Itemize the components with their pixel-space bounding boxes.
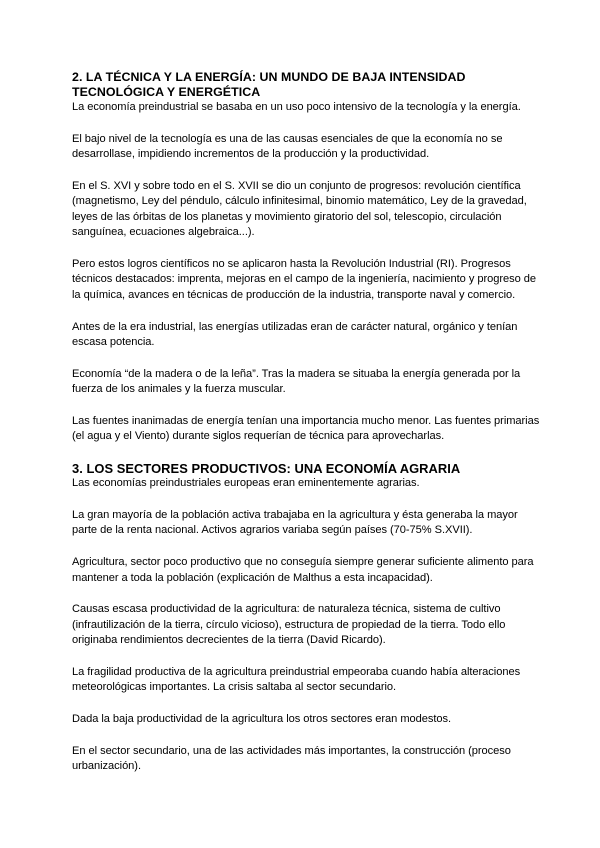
section-2-paragraph: El bajo nivel de la tecnología es una de las causas esenciales de que la economía no se desarrollase, impidiendo incrementos de la producción y la productividad. xyxy=(72,132,503,161)
section-2-paragraph: Economía “de la madera o de la leña”. Tras la madera se situaba la energía generada por la fuerza de los animales y la fuerza muscular. xyxy=(72,367,521,396)
section-3-paragraph: Dada la baja productividad de la agricultura los otros sectores eran modestos. xyxy=(72,713,452,726)
section-2-paragraph: La economía preindustrial se basaba en un uso poco intensivo de la tecnología y la energía. xyxy=(72,101,521,113)
section-3-paragraph: En el sector secundario, una de las actividades más importantes, la construcción (proceso urbanización). xyxy=(72,745,511,773)
section-2-paragraph: Antes de la era industrial, las energías utilizadas eran de carácter natural, orgánico y tenían escasa potencia. xyxy=(72,320,518,349)
section-2-paragraph: Pero estos logros científicos no se aplicaron hasta la Revolución Industrial (RI). Progresos técnicos destacados: imprenta, mejoras en el campo de la ingeniería, nacimiento y progreso de la química, avances en técnicas de producción de la industria, transporte naval y comercio. xyxy=(72,258,537,301)
section-2-paragraph: Las fuentes inanimadas de energía tenían una importancia mucho menor. Las fuentes primarias (el agua y el Viento) durante siglos requerían de técnica para aprovecharlas. xyxy=(72,415,540,443)
section-3-paragraph: Causas escasa productividad de la agricultura: de naturaleza técnica, sistema de cultivo (infrautilización de la tierra, círculo vicioso), estructura de propiedad de la tierra. Todo ello originaba rendimientos decrecientes de la tierra (David Ricardo). xyxy=(72,603,506,647)
section-2-paragraph: En el S. XVI y sobre todo en el S. XVII se dio un conjunto de progresos: revolución científica (magnetismo, Ley del péndulo, cálculo infinitesimal, binomio matemático, Ley de la gravedad, leyes de las órbitas de los planetas y movimiento giratorio del sol, telescopio, circulación sanguínea, ecuaciones algebraica...). xyxy=(72,180,527,239)
section-2-heading: 2. LA TÉCNICA Y LA ENERGÍA: UN MUNDO DE BAJA INTENSIDAD TECNOLÓGICA Y ENERGÉTICA xyxy=(72,70,466,99)
section-3-paragraph: Agricultura, sector poco productivo que no conseguía siempre generar suficiente alimento para mantener a toda la población (explicación de Malthus a esta incapacidad). xyxy=(72,556,534,584)
section-3-paragraph: La fragilidad productiva de la agricultura preindustrial empeoraba cuando había alteraciones meteorológicas importantes. La crisis saltaba al sector secundario. xyxy=(72,666,521,694)
section-3-heading: 3. LOS SECTORES PRODUCTIVOS: UNA ECONOMÍA AGRARIA xyxy=(72,461,461,477)
section-3-paragraph: Las economías preindustriales europeas eran eminentemente agrarias. xyxy=(72,477,420,490)
section-3-paragraph: La gran mayoría de la población activa trabajaba en la agricultura y ésta generaba la mayor parte de la renta nacional. Activos agrarios variaba según países (70-75% S.XVII). xyxy=(72,509,518,537)
